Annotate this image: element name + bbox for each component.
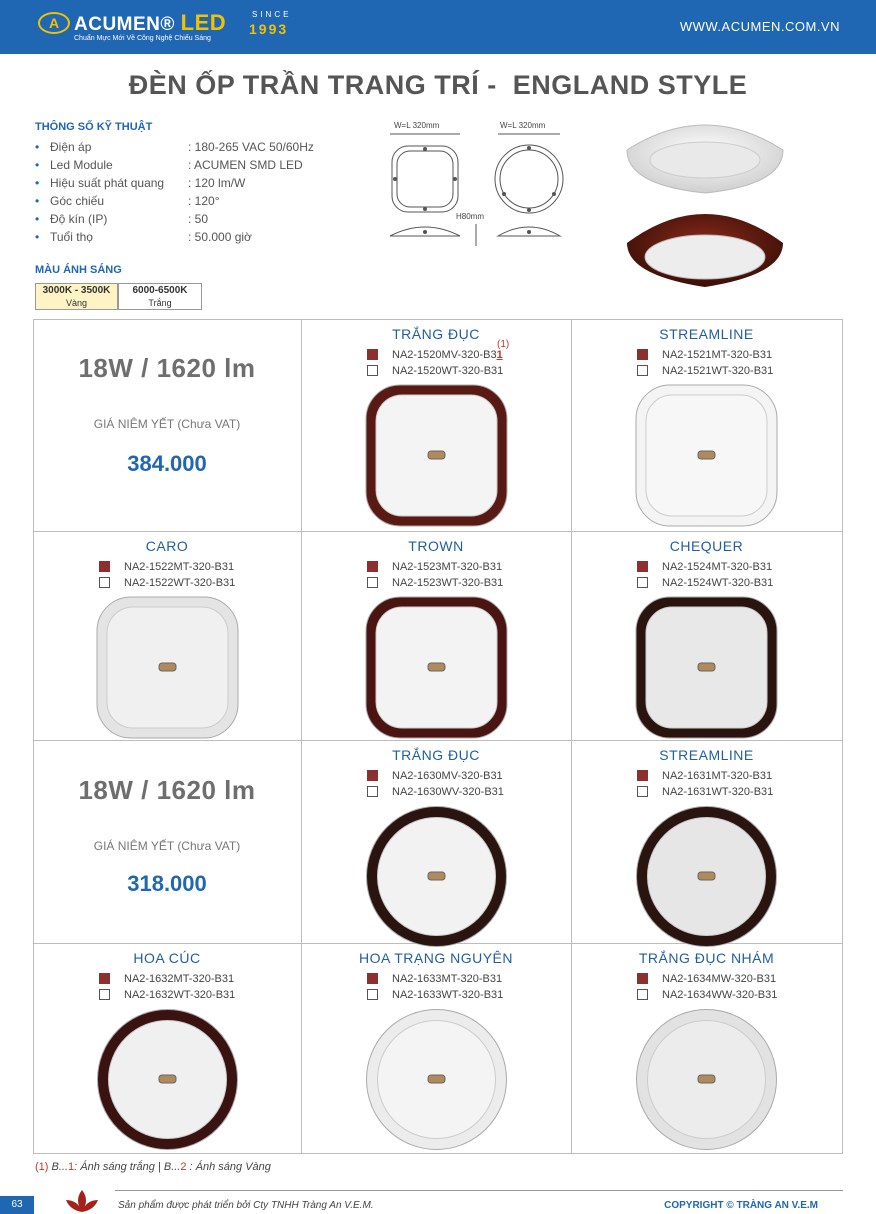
product-code-cool[interactable]: NA2-1522WT-320-B31 (99, 577, 235, 589)
product-code-cool[interactable]: NA2-1523WT-320-B31 (367, 577, 503, 589)
product-image (95, 595, 240, 740)
checkbox-cool[interactable] (637, 365, 648, 376)
spec-label: Led Module (50, 158, 113, 172)
spec-label: Tuổi thọ (50, 230, 93, 244)
product-name: CHEQUER (669, 538, 744, 554)
product-code-cool[interactable]: NA2-1521WT-320-B31 (637, 365, 773, 377)
product-name: HOA CÚC (133, 950, 201, 966)
product-image (364, 1007, 509, 1152)
product-code-warm[interactable]: NA2-1631MT-320-B31 (637, 770, 772, 782)
dimension-diagram (380, 128, 580, 253)
brand-name: ACUMEN® LED (74, 10, 227, 35)
spec-value: : 120 lm/W (188, 176, 246, 190)
checkbox-cool[interactable] (637, 989, 648, 1000)
checkbox-warm[interactable] (99, 561, 110, 572)
checkbox-warm[interactable] (367, 349, 378, 360)
page-number: 63 (0, 1196, 34, 1214)
price-label: GIÁ NIÊM YẾT (Chưa VAT) (93, 417, 241, 431)
product-name: TRẮNG ĐỤC (392, 326, 480, 342)
light-color-cool: 6000-6500K Trắng (118, 283, 202, 310)
grid-border-bottom (33, 1153, 843, 1154)
checkbox-warm[interactable] (637, 561, 648, 572)
checkbox-warm[interactable] (367, 561, 378, 572)
grid-border-top (33, 319, 843, 320)
product-name: STREAMLINE (659, 747, 754, 763)
price-value: 384.000 (127, 451, 207, 476)
since-year: 1993 (249, 21, 289, 37)
product-image (634, 804, 779, 949)
product-code-cool[interactable]: NA2-1520WT-320-B31 (367, 365, 503, 377)
checkbox-cool[interactable] (637, 786, 648, 797)
product-name: TROWN (408, 538, 464, 554)
footer-divider (115, 1190, 843, 1191)
acumen-logo-icon: A (38, 12, 70, 34)
page-title: ĐÈN ỐP TRẦN TRANG TRÍ - ENGLAND STYLE (128, 70, 748, 100)
grid-divider (33, 740, 843, 741)
product-image (364, 595, 509, 740)
price-value: 318.000 (127, 871, 207, 896)
lotus-logo-icon (60, 1186, 104, 1214)
checkbox-cool[interactable] (367, 786, 378, 797)
product-code-warm[interactable]: NA2-1520MV-320-B31 (1) (367, 349, 503, 361)
checkbox-warm[interactable] (367, 973, 378, 984)
spec-row (35, 158, 303, 172)
spec-label: Độ kín (IP) (50, 212, 108, 226)
copyright: COPYRIGHT © TRÀNG AN V.E.M (664, 1200, 818, 1211)
bullet-icon: • (35, 176, 40, 190)
product-code-warm[interactable]: NA2-1522MT-320-B31 (99, 561, 234, 573)
product-code-cool[interactable]: NA2-1632WT-320-B31 (99, 989, 235, 1001)
grid-divider (33, 531, 843, 532)
height-label: H80mm (456, 212, 485, 221)
product-code-warm[interactable]: NA2-1523MT-320-B31 (367, 561, 502, 573)
grid-divider (571, 319, 572, 1154)
spec-row (35, 176, 245, 190)
product-code-warm[interactable]: NA2-1524MT-320-B31 (637, 561, 772, 573)
grid-border-left (33, 319, 34, 1154)
product-code-warm[interactable]: NA2-1630MV-320-B31 (367, 770, 503, 782)
since-label: SINCE (252, 10, 292, 19)
checkbox-warm[interactable] (637, 973, 648, 984)
checkbox-warm[interactable] (367, 770, 378, 781)
product-image (364, 804, 509, 949)
spec-value: : 50.000 giờ (188, 230, 252, 244)
grid-divider (301, 319, 302, 1154)
product-name: TRẮNG ĐỤC NHÁM (638, 950, 775, 966)
spec-row (35, 230, 252, 244)
spec-label: Điện áp (50, 140, 92, 154)
bullet-icon: • (35, 158, 40, 172)
footnote: (1) B...1: Ánh sáng trắng | B...2 : Ánh sáng Vàng (35, 1161, 271, 1173)
price-label: GIÁ NIÊM YẾT (Chưa VAT) (93, 839, 241, 853)
product-image (95, 1007, 240, 1152)
product-image (634, 383, 779, 528)
grid-border-right (842, 319, 843, 1154)
spec-row (35, 212, 208, 226)
product-code-warm[interactable]: NA2-1633MT-320-B31 (367, 973, 502, 985)
square-width-label: W=L 320mm (394, 121, 440, 130)
product-name: STREAMLINE (659, 326, 754, 342)
bullet-icon: • (35, 230, 40, 244)
checkbox-cool[interactable] (367, 365, 378, 376)
bullet-icon: • (35, 140, 40, 154)
round-width-label: W=L 320mm (500, 121, 546, 130)
spec-value: : 180-265 VAC 50/60Hz (188, 140, 314, 154)
brand-slogan: Chuẩn Mực Mới Về Công Nghệ Chiếu Sáng (74, 35, 211, 42)
bullet-icon: • (35, 212, 40, 226)
checkbox-cool[interactable] (637, 577, 648, 588)
product-code-warm[interactable]: NA2-1521MT-320-B31 (637, 349, 772, 361)
product-image (634, 595, 779, 740)
bullet-icon: • (35, 194, 40, 208)
light-color-warm: 3000K - 3500K Vàng (35, 283, 118, 310)
website-link[interactable]: WWW.ACUMEN.COM.VN (679, 19, 840, 34)
product-image (634, 1007, 779, 1152)
spec-value: : ACUMEN SMD LED (188, 158, 303, 172)
power-rating: 18W / 1620 lm (78, 353, 256, 383)
product-name: TRẮNG ĐỤC (392, 747, 480, 763)
spec-label: Hiệu suất phát quang (50, 176, 165, 190)
spec-value: : 50 (188, 212, 209, 226)
checkbox-cool[interactable] (99, 577, 110, 588)
product-code-cool[interactable]: NA2-1524WT-320-B31 (637, 577, 773, 589)
checkbox-warm[interactable] (99, 973, 110, 984)
product-code-cool[interactable]: NA2-1630WV-320-B31 (367, 786, 504, 798)
product-code-cool[interactable]: NA2-1633WT-320-B31 (367, 989, 503, 1001)
product-code-warm[interactable]: NA2-1634MW-320-B31 (637, 973, 776, 985)
product-code-cool[interactable]: NA2-1634WW-320-B31 (637, 989, 777, 1001)
spec-label: Góc chiếu (50, 194, 105, 208)
power-rating: 18W / 1620 lm (78, 775, 256, 805)
checkbox-cool[interactable] (99, 989, 110, 1000)
product-code-warm[interactable]: NA2-1632MT-320-B31 (99, 973, 234, 985)
product-name: HOA TRẠNG NGUYÊN (359, 950, 513, 966)
product-image (364, 383, 509, 528)
spec-row (35, 194, 220, 208)
light-color-heading: MÀU ÁNH SÁNG (35, 264, 122, 276)
checkbox-warm[interactable] (637, 349, 648, 360)
footer-text: Sản phẩm được phát triển bởi Cty TNHH Tràng An V.E.M. (118, 1200, 374, 1211)
checkbox-cool[interactable] (367, 989, 378, 1000)
product-photo-preview (615, 115, 795, 305)
specs-heading: THÔNG SỐ KỸ THUẬT (35, 121, 153, 133)
checkbox-cool[interactable] (367, 577, 378, 588)
checkbox-warm[interactable] (637, 770, 648, 781)
product-name: CARO (145, 538, 189, 554)
product-code-cool[interactable]: NA2-1631WT-320-B31 (637, 786, 773, 798)
spec-row (35, 140, 314, 154)
spec-value: : 120° (188, 194, 220, 208)
